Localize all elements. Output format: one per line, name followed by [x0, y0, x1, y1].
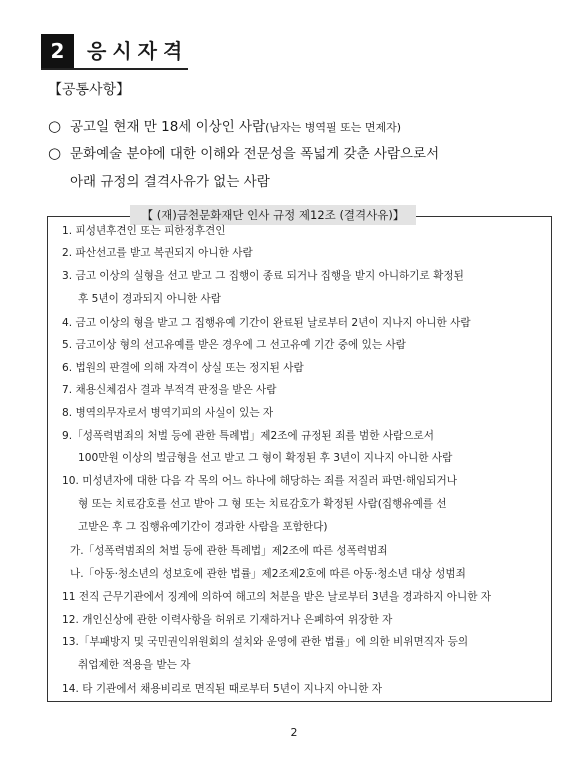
requirement-text: 문화예술 분야에 대한 이해와 전문성을 폭넓게 갖춘 사람으로서 [70, 146, 440, 162]
list-item: 11 전직 근무기관에서 징계에 의하여 해고의 처분을 받은 날로부터 3년을 경과하지 아니한 자 [62, 591, 492, 603]
list-item: 8. 병역의무자로서 병역기피의 사실이 있는 자 [62, 407, 274, 419]
list-item: 3. 금고 이상의 실형을 선고 받고 그 집행이 종료 되거나 집행을 받지 아니하기로 확정된 [62, 270, 464, 282]
list-item: 고받은 후 그 집행유예기간이 경과한 사람을 포함한다) [78, 521, 328, 533]
circle-bullet-icon: ○ [48, 144, 62, 162]
list-item: 1. 피성년후견인 또는 피한정후견인 [62, 225, 226, 237]
common-title: 【공통사항】 [48, 82, 131, 98]
list-item: 100만원 이상의 벌금형을 선고 받고 그 형이 확정된 후 3년이 지나지 아니한 사람 [78, 452, 453, 464]
list-item: 10. 미성년자에 대한 다음 각 목의 어느 하나에 해당하는 죄를 저질러 파면·해임되거나 [62, 475, 457, 487]
list-item: 6. 법원의 판결에 의해 자격이 상실 또는 정지된 사람 [62, 362, 304, 374]
requirement-note: (남자는 병역필 또는 면제자) [265, 121, 402, 134]
list-item: 나.「아동·청소년의 성보호에 관한 법률」제2조제2호에 따른 아동·청소년 대상 성범죄 [70, 568, 466, 580]
requirement-text: 공고일 현재 만 18세 이상인 사람 [70, 119, 266, 135]
circle-bullet-icon: ○ [48, 117, 62, 135]
list-item: 5. 금고이상 형의 선고유예를 받은 경우에 그 선고유예 기간 중에 있는 사람 [62, 339, 406, 351]
list-item: 9.「성폭력범죄의 처벌 등에 관한 특례법」제2조에 규정된 죄를 범한 사람으로서 [62, 430, 434, 442]
list-item: 4. 금고 이상의 형을 받고 그 집행유예 기간이 완료된 날로부터 2년이 지나지 아니한 사람 [62, 317, 471, 329]
section-number: 2 [41, 34, 74, 68]
list-item: 13.「부패방지 및 국민권익위원회의 설치와 운영에 관한 법률」에 의한 비위면직자 등의 [62, 636, 469, 648]
box-title: 【 (재)금천문화재단 인사 규정 제12조 (결격사유)】 [130, 205, 416, 225]
list-item: 7. 채용신체검사 결과 부적격 판정을 받은 사람 [62, 384, 277, 396]
list-item: 후 5년이 경과되지 아니한 사람 [78, 293, 222, 305]
requirement-1 [48, 115, 401, 135]
header-underline [41, 68, 188, 70]
page-number: 2 [290, 726, 298, 739]
section-header [41, 34, 197, 68]
list-item: 2. 파산선고를 받고 복권되지 아니한 사람 [62, 247, 253, 259]
list-item: 14. 타 기관에서 채용비리로 면직된 때로부터 5년이 지나지 아니한 자 [62, 683, 382, 695]
requirement-2-cont: 아래 규정의 결격사유가 없는 사람 [70, 174, 270, 190]
requirement-2 [48, 142, 439, 162]
list-item: 가.「성폭력범죄의 처벌 등에 관한 특례법」제2조에 따른 성폭력범죄 [70, 545, 388, 557]
list-item: 형 또는 치료감호를 선고 받아 그 형 또는 치료감호가 확정된 사람(집행유예를 선 [78, 498, 447, 510]
list-item: 취업제한 적용을 받는 자 [78, 659, 191, 671]
list-item: 12. 개인신상에 관한 이력사항을 허위로 기재하거나 은폐하여 위장한 자 [62, 614, 393, 626]
section-title: 응시자격 [87, 39, 189, 63]
